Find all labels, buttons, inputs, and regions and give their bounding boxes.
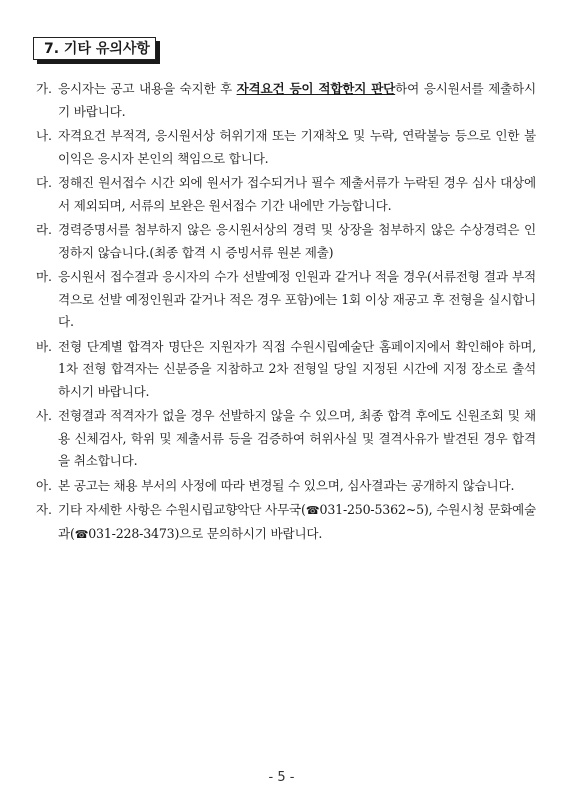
item-text: 하여 응시원서를 제출하시기 바랍니다. — [58, 81, 536, 119]
item-marker: 나. — [36, 128, 52, 143]
item-text: 기타 자세한 사항은 수원시립교향악단 사무국( — [58, 502, 306, 517]
item-marker: 마. — [36, 269, 52, 284]
phone-icon: ☎ — [305, 504, 320, 517]
item-marker: 아. — [36, 477, 52, 493]
item-marker: 가. — [36, 81, 52, 96]
item-marker: 바. — [36, 338, 52, 354]
list-item — [36, 475, 536, 498]
list-item — [36, 336, 536, 404]
phone-number: 031-250-5362~5 — [319, 502, 424, 517]
item-marker: 사. — [36, 408, 52, 423]
item-marker: 라. — [36, 222, 52, 237]
phone-number: 031-228-3473 — [88, 525, 175, 541]
item-text: ), 수원시청 문화예술과( — [58, 502, 536, 541]
list-item — [36, 405, 536, 473]
item-text: 응시원서 접수결과 응시자의 수가 선발예정 인원과 같거나 적을 경우(서류전형 결과 부적격으로 선발 예정인원과 같거나 적은 경우 포함)에는 1회 이상 재공고 후 전형을 실시합니다. — [58, 269, 536, 329]
item-text: 정해진 원서접수 시간 외에 원서가 접수되거나 필수 제출서류가 누락된 경우 심사 대상에서 제외되며, 서류의 보완은 원서접수 기간 내에만 가능합니다. — [58, 175, 536, 213]
item-text: 본 공고는 채용 부서의 사정에 따라 변경될 수 있으며, 심사결과는 공개하지 않습니다. — [58, 477, 515, 493]
page-number: - 5 - — [268, 770, 295, 785]
list-item — [36, 266, 536, 334]
item-text: 응시자는 공고 내용을 숙지한 후 — [58, 81, 237, 96]
list-item — [36, 78, 536, 123]
item-emphasis: 자격요건 등이 적합한지 판단 — [236, 81, 396, 96]
notice-list — [36, 78, 536, 548]
item-text: 경력증명서를 첨부하지 않은 응시원서상의 경력 및 상장을 첨부하지 않은 수상경력은 인정하지 않습니다.(최종 합격 시 증빙서류 원본 제출) — [58, 222, 536, 260]
item-text: 전형결과 적격자가 없을 경우 선발하지 않을 수 있으며, 최종 합격 후에도 신원조회 및 채용 신체검사, 학위 및 제출서류 등을 검증하여 허위사실 및 결격사유가 발견된 경우 합격을 취소합니다. — [58, 408, 536, 468]
list-item — [36, 125, 536, 170]
item-marker: 자. — [36, 502, 52, 517]
list-item — [36, 219, 536, 264]
phone-icon: ☎ — [74, 527, 89, 541]
item-text: 전형 단계별 합격자 명단은 지원자가 직접 수원시립예술단 홈페이지에서 확인해야 하며, 1차 전형 합격자는 신분증을 지참하고 2차 전형일 당일 지정된 시간에 지정 장소로 출석하시기 바랍니다. — [58, 338, 536, 399]
section-title: 7. 기타 유의사항 — [33, 37, 156, 60]
list-item — [36, 172, 536, 217]
item-text: 자격요건 부적격, 응시원서상 허위기재 또는 기재착오 및 누락, 연락불능 등으로 인한 불이익은 응시자 본인의 책임으로 합니다. — [58, 128, 536, 166]
item-text: )으로 문의하시기 바랍니다. — [174, 525, 323, 541]
item-marker: 다. — [36, 175, 52, 190]
list-item — [36, 499, 536, 546]
